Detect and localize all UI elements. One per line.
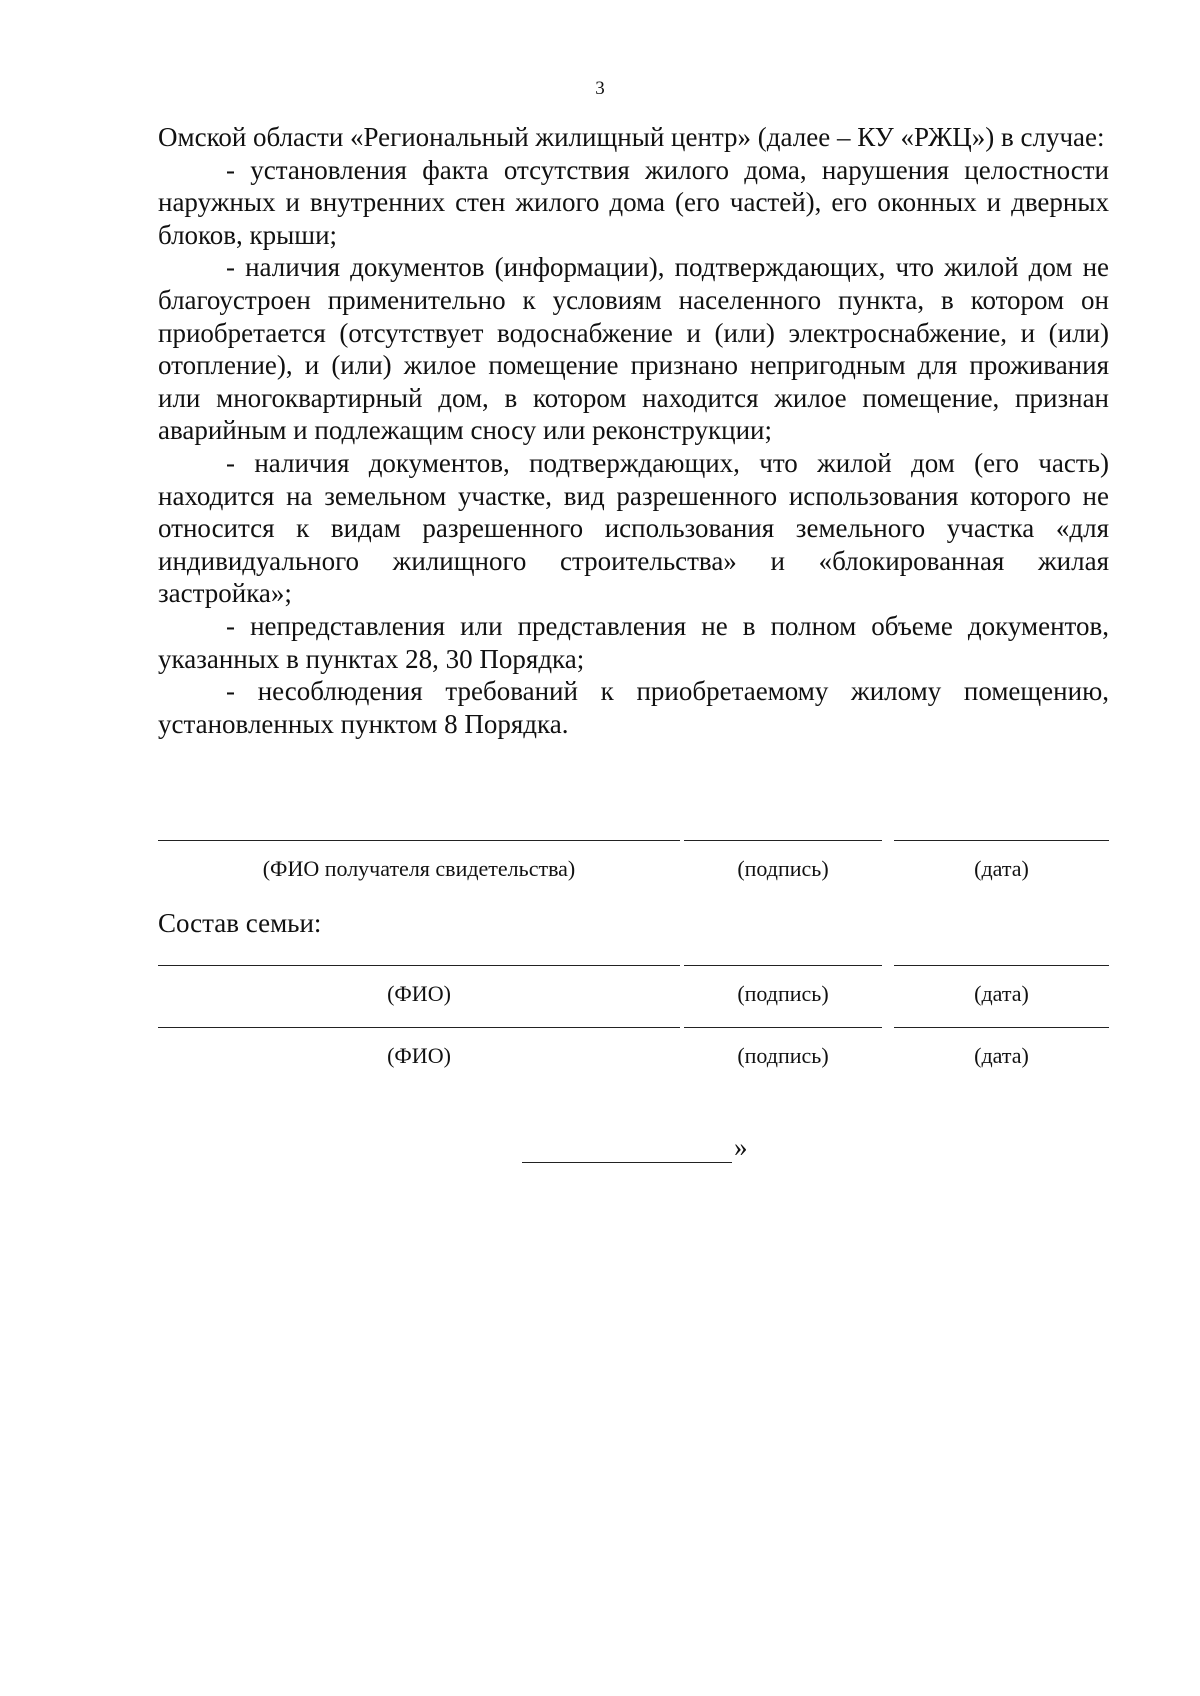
page-number: 3 [595, 78, 605, 99]
member-name-caption: (ФИО) [387, 1043, 451, 1068]
member-signature-caption: (подпись) [737, 1043, 829, 1068]
closing-mark [522, 1132, 762, 1172]
holder-date-caption: (дата) [974, 856, 1029, 881]
family-member-row [158, 965, 1109, 1025]
holder-name-caption: (ФИО получателя свидетельства) [262, 856, 576, 881]
paragraph-item-2: - наличия документов (информации), подтверждающих, что жилой дом не благоустроен применительно к условиям населенного пункта, в котором он приобретается (отсутствует водоснабжение и (или) электроснабжение, и (или) отопление), и (или) жилое помещение признано непригодным для проживания или многоквартирный дом, в котором находится жилое помещение, признан аварийным и подлежащим сносу или реконструкции; [158, 252, 1109, 446]
holder-signature-row [158, 840, 1109, 900]
member-name-line[interactable] [158, 1027, 680, 1028]
member-date-caption: (дата) [974, 1043, 1029, 1068]
holder-signature-line[interactable] [684, 840, 882, 841]
family-composition-label: Состав семьи: [158, 908, 322, 938]
member-name-line[interactable] [158, 965, 680, 966]
paragraph-item-1: - установления факта отсутствия жилого дома, нарушения целостности наружных и внутренних стен жилого дома (его частей), его оконных и дверных блоков, крыши; [158, 154, 1109, 250]
member-signature-caption: (подпись) [737, 981, 829, 1006]
document-body [158, 121, 1109, 740]
paragraph-item-3: - наличия документов, подтверждающих, что жилой дом (его часть) находится на земельном участке, вид разрешенного использования которого не относится к видам разрешенного использования земельного участка «для индивидуального жилищного строительства» и «блокированная жилая застройка»; [158, 447, 1109, 609]
member-signature-line[interactable] [684, 1027, 882, 1028]
holder-date-line[interactable] [894, 840, 1109, 841]
holder-signature-caption: (подпись) [737, 856, 829, 881]
member-signature-line[interactable] [684, 965, 882, 966]
paragraph-item-4: - непредставления или представления не в полном объеме документов, указанных в пунктах 28, 30 Порядка; [158, 610, 1109, 674]
closing-quote: » [734, 1132, 748, 1162]
closing-line [522, 1162, 732, 1163]
member-date-line[interactable] [894, 1027, 1109, 1028]
member-name-caption: (ФИО) [387, 981, 451, 1006]
member-date-caption: (дата) [974, 981, 1029, 1006]
paragraph-item-5: - несоблюдения требований к приобретаемому жилому помещению, установленных пунктом 8 Порядка. [158, 676, 1109, 739]
member-date-line[interactable] [894, 965, 1109, 966]
family-member-row [158, 1027, 1109, 1087]
holder-name-line[interactable] [158, 840, 680, 841]
paragraph-intro: Омской области «Региональный жилищный центр» (далее – КУ «РЖЦ») в случае: [158, 122, 1105, 152]
